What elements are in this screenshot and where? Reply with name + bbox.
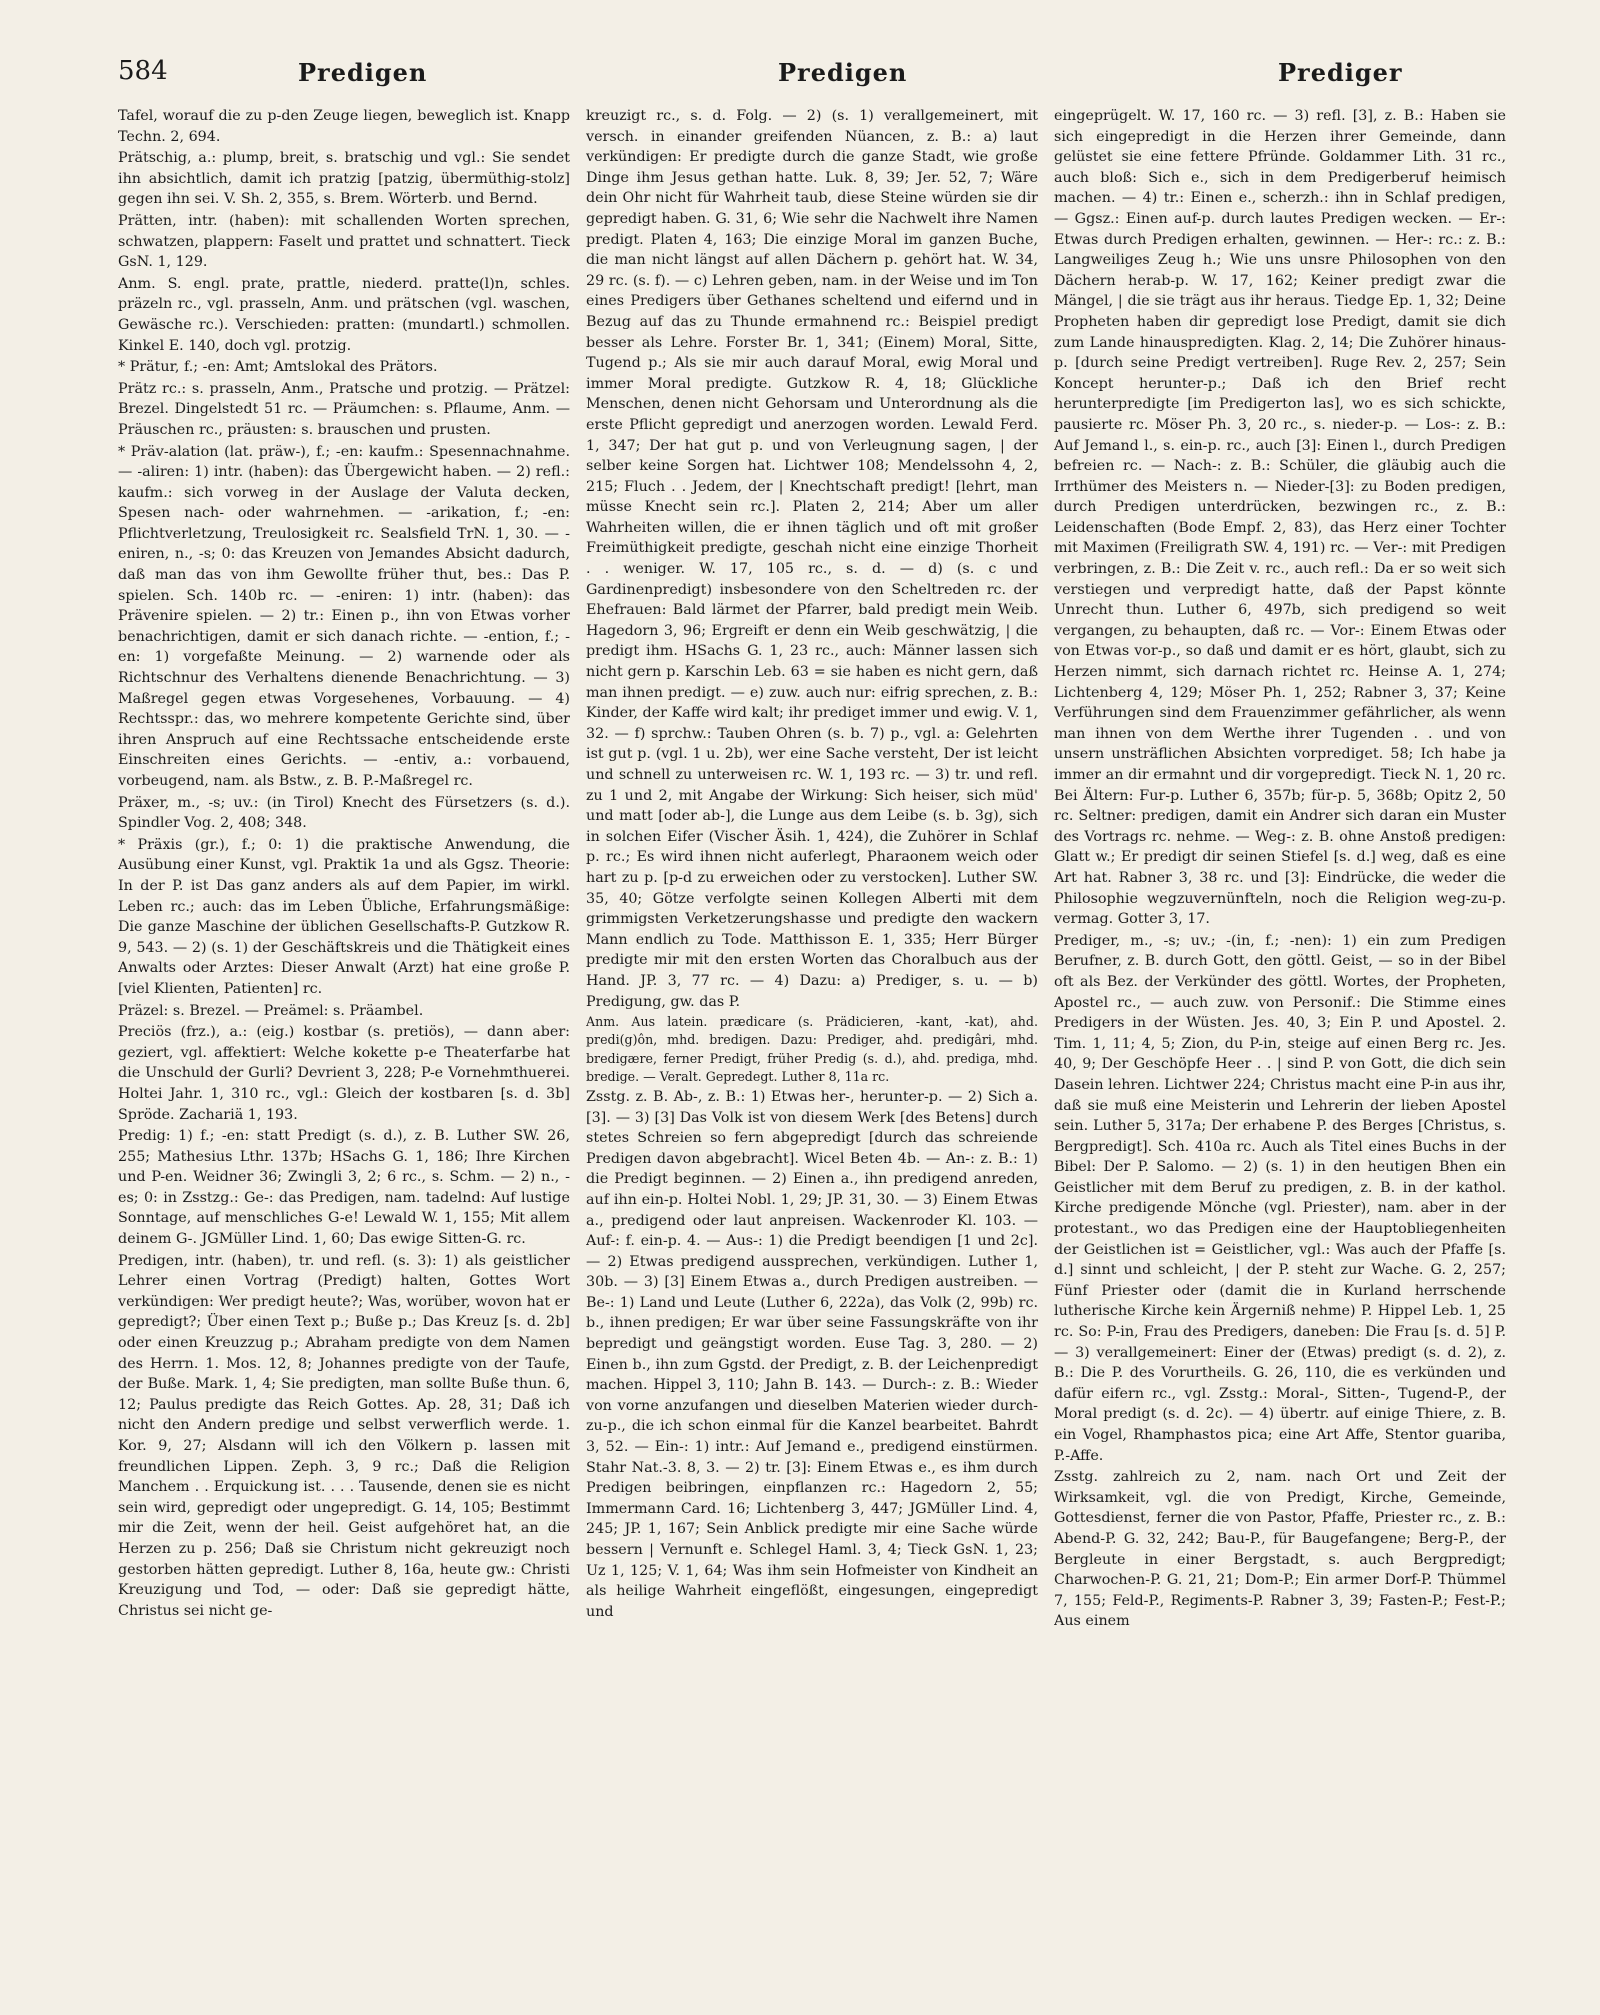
page-number: 584 [118, 56, 168, 86]
page-header [118, 56, 1560, 96]
dictionary-entry: Präxer, m., -s; uv.: (in Tirol) Knecht des Fürsetzers (s. d.). Spindler Vog. 2, 408; 348. [118, 794, 570, 832]
running-head-right: Prediger [1278, 58, 1403, 87]
text-columns [118, 106, 1558, 1996]
dictionary-entry: * Prätur, f.; -en: Amt; Amtslokal des Prätors. [118, 359, 438, 376]
dictionary-entry: Predig: 1) f.; -en: statt Predigt (s. d.), z. B. Luther SW. 26, 255; Mathesius Lthr. 137b; HSachs G. 1, 186; Ihre Kirchen und P-en. Weidner 36; Zwingli 3, 2; 6 rc., s. Schm. — 2) n., -es; 0: in Zsstzg.: Ge-: das Predigen, nam. tadelnd: Auf lustige Sonntage, auf menschliches G-e! Lewald W. 1, 155; Mit allem deinem G-. JGMüller Lind. 1, 60; Das ewige Sitten-G. rc. [118, 1128, 570, 1248]
running-head-left: Predigen [298, 58, 428, 87]
dictionary-entry: Zsstg. z. B. Ab-, z. B.: 1) Etwas her-, herunter-p. — 2) Sich a. [3]. — 3) [3] Das Volk ist von diesem Werk [des Betens] durch stetes Schreien so fern abgepredigt [durch das schreiende Predigen davon abgebracht]. Wicel Beten 4b. — An-: z. B.: 1) die Predigt beginnen. — 2) Einen a., ihn predigend anreden, auf ihn ein-p. Holtei Nobl. 1, 29; JP. 31, 30. — 3) Einem Etwas a., predigend oder laut anpreisen. Wackenroder Kl. 103. — Auf-: f. ein-p. 4. — Aus-: 1) die Predigt beendigen [1 und 2c]. — 2) Etwas predigend aussprechen, verkündigen. Luther 1, 30b. — 3) [3] Einem Etwas a., durch Predigen austreiben. — Be-: 1) Land und Leute (Luther 6, 222a), das Volk (2, 99b) rc. b., ihnen predigen; Er war über seine Fassungskräfte von ihr bepredigt und geängstigt worden. Euse Tag. 3, 280. — 2) Einen b., ihn zum Ggstd. der Predigt, z. B. der Leichenpredigt machen. Hippel 3, 110; Jahn B. 143. — Durch-: z. B.: Wieder von vorne anzufangen und dieselben Materien wieder durch-zu-p., die ich schon einmal für die Kanzel bearbeitet. Bahrdt 3, 52. — Ein-: 1) intr.: Auf Jemand e., predigend einstürmen. Stahr Nat.-3. 8, 3. — 2) tr. [3]: Einem Etwas e., es ihm durch Predigen beibringen, einpflanzen rc.: Hagedorn 2, 55; Immermann Card. 16; Lichtenberg 3, 447; JGMüller Lind. 4, 245; JP. 1, 167; Sein Anblick predigte mir eine Sache würde bessern | Vernunft e. Schlegel Haml. 3, 4; Tieck GsN. 1, 23; Uz 1, 125; V. 1, 64; Was ihm sein Hofmeister von Kindheit an als heilige Wahrheit eingeflößt, eingesungen, eingepredigt und [586, 1088, 1038, 1620]
dictionary-entry: * Präxis (gr.), f.; 0: 1) die praktische Anwendung, die Ausübung einer Kunst, vgl. Praktik 1a und als Ggsz. Theorie: In der P. ist Das ganz anders als auf dem Papier, im wirkl. Leben rc.; auch: das im Leben Übliche, Erfahrungsmäßige: Die ganze Maschine der üblichen Gesellschafts-P. Gutzkow R. 9, 543. — 2) (s. 1) der Geschäftskreis und die Thätigkeit eines Anwalts oder Arztes: Dieser Anwalt (Arzt) hat eine große P. [viel Klienten, Patienten] rc. [118, 836, 570, 997]
dictionary-entry: Anm. S. engl. prate, prattle, niederd. pratte(l)n, schles. präzeln rc., vgl. prasseln, Anm. und prätschen (vgl. waschen, Gewäsche rc.). Verschieden: pratten: (mundartl.) schmollen. Kinkel E. 140, doch vgl. protzig. [118, 275, 570, 354]
dictionary-entry: Anm. Aus latein. prædicare (s. Prädicieren, -kant, -kat), ahd. predi(g)ôn, mhd. bredigen. Dazu: Prediger, ahd. predigâri, mhd. bredigære, ferner Predigt, früher Predig (s. d.), ahd. prediga, mhd. bredige. — Veralt. Gepredegt. Luther 8, 11a rc. [586, 1014, 1038, 1084]
column-left [118, 106, 570, 1996]
dictionary-entry: Predigen, intr. (haben), tr. und refl. (s. 3): 1) als geistlicher Lehrer einen Vortrag (Predigt) halten, Gottes Wort verkündigen: Wer predigt heute?; Was, worüber, wovon hat er gepredigt?; Über einen Text p.; Buße p.; Das Kreuz [s. d. 2b] oder einen Kreuzzug p.; Abraham predigte von dem Namen des Herrn. 1. Mos. 12, 8; Johannes predigte von der Taufe, der Buße. Mark. 1, 4; Sie predigten, man sollte Buße thun. 6, 12; Paulus predigte das Reich Gottes. Ap. 28, 31; Daß ich nicht den Andern predige und selbst verwerflich werde. 1. Kor. 9, 27; Alsdann will ich den Völkern p. lassen mit freundlichen Lippen. Zeph. 3, 9 rc.; Daß die Religion Manchem . . Erquickung ist. . . . Tausende, denen sie es nicht sein wird, gepredigt oder ungepredigt. G. 14, 105; Bestimmt mir die Zeit, wenn der heil. Geist aufgehöret hat, an die Herzen zu p. 256; Daß sie Christum nicht gekreuzigt noch gestorben hätten gepredigt. Luther 8, 16a, heute gw.: Christi Kreuzigung und Tod, — oder: Daß sie gepredigt hätte, Christus sei nicht ge- [118, 1252, 570, 1619]
dictionary-entry: Prediger, m., -s; uv.; -(in, f.; -nen): 1) ein zum Predigen Berufner, z. B. durch Gott, den göttl. Geist, — so in der Bibel oft als Bez. der Verkünder des göttl. Wortes, der Propheten, Apostel rc., — auch zuw. von Personif.: Die Stimme eines Predigers in der Wüsten. Jes. 40, 3; Ein P. und Apostel. 2. Tim. 1, 11; 4, 5; Zion, du P-in, steige auf einen Berg rc. Jes. 40, 9; Der Geschöpfe Heer . . | sind P. von Gott, die dich sein Dasein lehren. Lichtwer 224; Christus macht eine P-in aus ihr, daß sie muß eine Meisterin und Lehrerin der lieben Apostel sein. Luther 5, 317a; Der erhabene P. des Berges [Christus, s. Bergpredigt]. Sch. 410a rc. Auch als Titel eines Buchs in der Bibel: Der P. Salomo. — 2) (s. 1) in den heutigen Bhen ein Geistlicher mit dem Beruf zu predigen, z. B. in der kathol. Kirche predigende Mönche (vgl. Priester), nam. aber in der protestant., wo das Predigen eine der Hauptobliegenheiten der Geistlichen ist = Geistlicher, vgl.: Was auch der Pfaffe [s. d.] sinnt und schleicht, | der P. steht zur Wache. G. 2, 257; Fünf Priester oder (damit die in Kurland herrschende lutherische Kirche kein Ärgerniß nehme) P. Hippel Leb. 1, 25 rc. So: P-in, Frau des Predigers, daneben: Die Frau [s. d. 5] P. — 3) verallgemeinert: Einer der (Etwas) predigt (s. d. 2), z. B.: Die P. des Vorurtheils. G. 26, 110, die es verkünden und dafür eifern rc., vgl. Zsstg.: Moral-, Sitten-, Tugend-P., der Moral predigt (s. d. 2c). — 4) übertr. auf einige Thiere, z. B. ein Vogel, Rhamphastos pica; eine Art Affe, Stentor guariba, P.-Affe. [1054, 932, 1506, 1464]
dictionary-entry: kreuzigt rc., s. d. Folg. — 2) (s. 1) verallgemeinert, mit versch. in einander greifenden Nüancen, z. B.: a) laut verkündigen: Er predigte durch die ganze Stadt, wie große Dinge ihm Jesus gethan hatte. Luk. 8, 39; Jer. 52, 7; Wäre dein Ohr nicht für Wahrheit taub, diese Steine würden sie dir gepredigt haben. G. 31, 6; Wie sehr die Nachwelt ihre Namen predigt. Platen 4, 163; Die einzige Moral im ganzen Buche, die man nicht längst auf allen Dächern p. gehört hat. W. 34, 29 rc. (s. f). — c) Lehren geben, nam. in der Weise und im Ton eines Predigers über Gethanes scheltend und eifernd und in Bezug auf das zu Thunde ermahnend rc.: Beispiel predigt besser als Lehre. Forster Br. 1, 341; (Einem) Moral, Sitte, Tugend p.; Als sie mir auch darauf Moral, ewig Moral und immer Moral predigte. Gutzkow R. 4, 18; Glückliche Menschen, denen nicht Gehorsam und Unterordnung als die erste Pflicht gepredigt und anerzogen worden. Lewald Ferd. 1, 347; Der hat gut p. und von Verleugnung sagen, | der selber keine Sorgen hat. Lichtwer 108; Mendelssohn 4, 2, 215; Fluch . . Jedem, der | Knechtschaft predigt! [lehrt, man müsse Knecht sein rc.]. Platen 2, 214; Aber um aller Wahrheiten willen, die er ihnen täglich und oft mit großer Freimüthigkeit predigte, geschah nicht eine einzige Thorheit . . weniger. W. 17, 105 rc., s. d. — d) (s. c und Gardinenpredigt) insbesondere von den Scheltreden rc. der Ehefrauen: Bald lärmet der Pfarrer, bald predigt mein Weib. Hagedorn 3, 96; Ergreift er denn ein Weib geschwätzig, | die predigt ihm. HSachs G. 1, 23 rc., auch: Männer lassen sich nicht gern p. Karschin Leb. 63 = sie haben es nicht gern, daß man ihnen predigt. — e) zuw. auch nur: eifrig sprechen, z. B.: Kinder, der Kaffe wird kalt; ihr prediget immer und ewig. V. 1, 32. — f) sprchw.: Tauben Ohren (s. b. 7) p., vgl. a: Gelehrten ist gut p. (vgl. 1 u. 2b), wer eine Sache versteht, Der ist leicht und schnell zu unterweisen rc. W. 1, 193 rc. — 3) tr. und refl. zu 1 und 2, mit Angabe der Wirkung: Sich heiser, sich müd' und matt [oder ab-], die Lunge aus dem Leibe (s. b. 3g), sich in solchen Eifer (Vischer Äsih. 1, 424), die Zuhörer in Schlaf p. rc.; Es wird ihnen nicht auferlegt, Pharaonem weich oder hart zu p. [p-d zu erweichen oder zu verstocken]. Luther SW. 35, 40; Götze verfolgte seinen Kollegen Alberti mit dem grimmigsten Verketzerungshasse und predigte den wackern Mann endlich zu Tode. Matthisson E. 1, 335; Herr Bürger predigte mir mit den ersten Worten das Choralbuch aus der Hand. JP. 3, 77 rc. — 4) Dazu: a) Prediger, s. u. — b) Predigung, gw. das P. [586, 108, 1038, 1010]
column-middle [586, 106, 1038, 1996]
column-right [1054, 106, 1506, 1996]
dictionary-entry: * Präv-alation (lat. präw-), f.; -en: kaufm.: Spesennachnahme. — -aliren: 1) intr. (haben): das Übergewicht haben. — 2) refl.: kaufm.: sich vorweg in der Auslage der Valuta decken, Spesen nach- oder wahrnehmen. — -arikation, f.; -en: Pflichtverletzung, Treulosigkeit rc. Sealsfield TrN. 1, 30. — -eniren, n., -s; 0: das Kreuzen von Jemandes Absicht dadurch, daß man das von ihm Gewollte früher thut, bes.: Das P. spielen. Sch. 140b rc. — -eniren: 1) intr. (haben): das Prävenire spielen. — 2) tr.: Einen p., ihn von Etwas vorher benachrichtigen, damit er sich danach richte. — -ention, f.; -en: 1) vorgefaßte Meinung. — 2) warnende oder als Richtschnur des Verhaltens dienende Benachrichtung. — 3) Maßregel gegen etwas Vorgesehenes, Vorbauung. — 4) Rechtsspr.: das, wo mehrere kompetente Gerichte sind, über ihren Anspruch auf eine Rechtssache entscheidende erste Einschreiten eines Gerichts. — -entiv, a.: vorbauend, vorbeugend, nam. als Bstw., z. B. P.-Maßregel rc. [118, 443, 570, 789]
dictionary-entry: eingeprügelt. W. 17, 160 rc. — 3) refl. [3], z. B.: Haben sie sich eingepredigt in die Herzen ihrer Gemeinde, dann gelüstet sie eine fettere Pfründe. Goldammer Lith. 31 rc., auch bloß: Sich e., sich in dem Predigerberuf heimisch machen. — 4) tr.: Einen e., scherzh.: ihn in Schlaf predigen, — Ggsz.: Einen auf-p. durch lautes Predigen wecken. — Er-: Etwas durch Predigen erhalten, gewinnen. — Her-: rc.: z. B.: Langweiliges Zeug h.; Wie uns unsre Philosophen von den Dächern herab-p. W. 17, 162; Keiner predigt zwar die Mängel, | die sie trägt aus ihr heraus. Tiedge Ep. 1, 32; Deine Propheten haben dir gepredigt lose Predigt, damit sie dich zum Lande hinauspredigten. Klag. 2, 14; Die Zuhörer hinaus-p. [durch seine Predigt vertreiben]. Ruge Rev. 2, 257; Sein Koncept herunter-p.; Daß ich den Brief recht herunterpredigte [im Predigerton las], wo es sich schickte, pausierte rc. Möser Ph. 3, 20 rc., s. nieder-p. — Los-: z. B.: Auf Jemand l., s. ein-p. rc., auch [3]: Einen l., durch Predigen befreien rc. — Nach-: z. B.: Schüler, die gläubig auch die Irrthümer des Meisters n. — Nieder-[3]: zu Boden predigen, durch Predigen unterdrücken, bezwingen rc., z. B.: Leidenschaften (Bode Empf. 2, 83), das Herz einer Tochter mit Maximen (Freiligrath SW. 4, 191) rc. — Ver-: mit Predigen verbringen, z. B.: Die Zeit v. rc., auch refl.: Da er so weit sich verstiegen und verpredigt hatte, daß der Papst könnte Unrecht thun. Luther 6, 497b, sich predigend so weit vergangen, zu behaupten, daß rc. — Vor-: Einem Etwas oder von Etwas vor-p., so daß und damit er es hört, glaubt, sich zu Herzen nimmt, sich darnach richtet rc. Heinse A. 1, 274; Lichtenberg 4, 129; Möser Ph. 1, 252; Rabner 3, 37; Keine Verführungen sind dem Frauenzimmer gefährlicher, als wenn man ihnen von dem Werthe ihrer Tugenden . . und von unsern unsträflichen Absichten vorprediget. 58; Ich habe ja immer an dir ermahnt und dir vorgepredigt. Tieck N. 1, 20 rc. Bei Ältern: Fur-p. Luther 6, 357b; für-p. 5, 368b; Opitz 2, 50 rc. Seltner: predigen, damit ein Andrer sich daran ein Muster des Vortrags rc. nehme. — Weg-: z. B. ohne Anstoß predigen: Glatt w.; Er predigt dir seinen Stiefel [s. d.] weg, daß es eine Art hat. Rabner 3, 38 rc. und [3]: Eindrücke, die weder die Philosophie wegzuvernünfteln, noch die Religion weg-zu-p. vermag. Gotter 3, 17. [1054, 108, 1506, 928]
dictionary-entry: Tafel, worauf die zu p-den Zeuge liegen, beweglich ist. Knapp Techn. 2, 694. [118, 108, 570, 145]
running-head-center: Predigen [778, 58, 908, 87]
dictionary-entry: Prätz rc.: s. prasseln, Anm., Pratsche und protzig. — Prätzel: Brezel. Dingelstedt 51 rc. — Präumchen: s. Pflaume, Anm. — Präuschen rc., präusten: s. brauschen und prusten. [118, 380, 570, 438]
dictionary-entry: Präzel: s. Brezel. — Preämel: s. Präambel. [118, 1002, 424, 1019]
dictionary-entry: Prätschig, a.: plump, breit, s. bratschig und vgl.: Sie sendet ihn absichtlich, damit ich pratzig [patzig, übermüthig-stolz] gegen ihn sei. V. Sh. 2, 355, s. Brem. Wörterb. und Bernd. [118, 150, 570, 208]
dictionary-entry: Prätten, intr. (haben): mit schallenden Worten sprechen, schwatzen, plappern: Faselt und prattet und schnattert. Tieck GsN. 1, 129. [118, 212, 570, 271]
dictionary-entry: Preciös (frz.), a.: (eig.) kostbar (s. pretiös), — dann aber: geziert, vgl. affektiert: Welche kokette p-e Theaterfarbe hat die Unschuld der Gurli? Devrient 3, 228; P-e Vornehmthuerei. Holtei Jahr. 1, 310 rc., vgl.: Gleich der kostbaren [s. d. 3b] Spröde. Zachariä 1, 193. [118, 1024, 570, 1123]
dictionary-entry: Zsstg. zahlreich zu 2, nam. nach Ort und Zeit der Wirksamkeit, vgl. die von Predigt, Kirche, Gemeinde, Gottesdienst, ferner die von Pastor, Pfaffe, Priester rc., z. B.: Abend-P. G. 32, 242; Bau-P., für Baugefangene; Berg-P., der Bergleute in einer Bergstadt, s. auch Bergpredigt; Charwochen-P. G. 21, 21; Dom-P.; Ein armer Dorf-P. Thümmel 7, 155; Feld-P., Regiments-P. Rabner 3, 39; Fasten-P.; Fest-P.; Aus einem [1054, 1469, 1506, 1630]
